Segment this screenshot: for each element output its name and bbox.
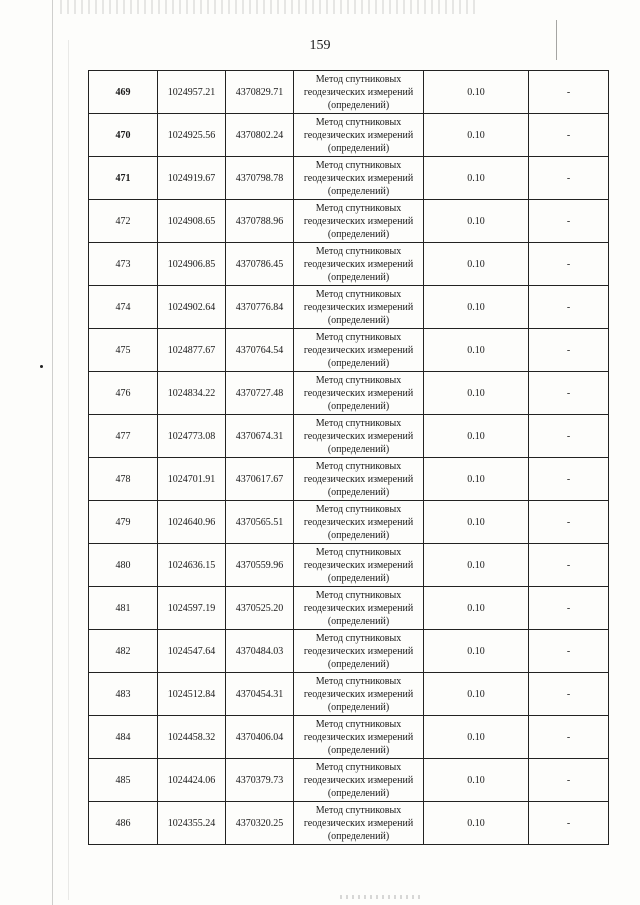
method-cell	[294, 372, 424, 415]
accuracy-cell: 0.10	[424, 114, 529, 157]
method-line: Метод спутниковых	[315, 245, 402, 257]
coord-y-cell: 4370776.84	[226, 286, 294, 329]
scan-artifact-dot	[40, 365, 43, 368]
point-number-cell: 486	[89, 802, 158, 845]
accuracy-cell: 0.10	[424, 243, 529, 286]
accuracy-cell: 0.10	[424, 71, 529, 114]
method-line: Метод спутниковых	[315, 159, 402, 171]
coord-x-cell: 1024877.67	[158, 329, 226, 372]
method-line: Метод спутниковых	[315, 503, 402, 515]
coord-x-cell: 1024355.24	[158, 802, 226, 845]
method-line: геодезических измерений	[303, 430, 414, 442]
method-cell	[294, 501, 424, 544]
coord-x-cell: 1024640.96	[158, 501, 226, 544]
coordinates-table-body	[89, 71, 609, 845]
table-row	[89, 802, 609, 845]
method-line: геодезических измерений	[303, 86, 414, 98]
method-cell	[294, 157, 424, 200]
note-cell: -	[529, 716, 609, 759]
note-cell: -	[529, 157, 609, 200]
method-cell	[294, 630, 424, 673]
method-line: геодезических измерений	[303, 301, 414, 313]
point-number-cell: 475	[89, 329, 158, 372]
note-cell: -	[529, 114, 609, 157]
scan-artifact-bottom	[340, 895, 420, 899]
accuracy-cell: 0.10	[424, 802, 529, 845]
coord-y-cell: 4370786.45	[226, 243, 294, 286]
table-row	[89, 243, 609, 286]
method-line: Метод спутниковых	[315, 374, 402, 386]
method-line: Метод спутниковых	[315, 761, 402, 773]
scan-artifact-left-edge-faint	[68, 40, 69, 900]
method-line: геодезических измерений	[303, 817, 414, 829]
method-line: Метод спутниковых	[315, 632, 402, 644]
method-line: Метод спутниковых	[315, 116, 402, 128]
accuracy-cell: 0.10	[424, 200, 529, 243]
accuracy-cell: 0.10	[424, 673, 529, 716]
method-line: (определений)	[327, 701, 390, 713]
coord-x-cell: 1024773.08	[158, 415, 226, 458]
point-number-cell: 470	[89, 114, 158, 157]
coord-y-cell: 4370454.31	[226, 673, 294, 716]
coord-y-cell: 4370406.04	[226, 716, 294, 759]
coord-y-cell: 4370320.25	[226, 802, 294, 845]
method-cell	[294, 71, 424, 114]
method-line: Метод спутниковых	[315, 417, 402, 429]
accuracy-cell: 0.10	[424, 329, 529, 372]
accuracy-cell: 0.10	[424, 458, 529, 501]
method-line: геодезических измерений	[303, 258, 414, 270]
method-line: (определений)	[327, 99, 390, 111]
accuracy-cell: 0.10	[424, 587, 529, 630]
scan-artifact-left-edge	[52, 0, 53, 905]
method-cell	[294, 243, 424, 286]
point-number-cell: 472	[89, 200, 158, 243]
accuracy-cell: 0.10	[424, 759, 529, 802]
table-row	[89, 286, 609, 329]
method-line: (определений)	[327, 486, 390, 498]
coord-x-cell: 1024957.21	[158, 71, 226, 114]
method-cell	[294, 544, 424, 587]
table-row	[89, 759, 609, 802]
point-number-cell: 484	[89, 716, 158, 759]
method-line: Метод спутниковых	[315, 718, 402, 730]
table-row	[89, 673, 609, 716]
point-number-cell: 474	[89, 286, 158, 329]
coord-x-cell: 1024597.19	[158, 587, 226, 630]
method-cell	[294, 458, 424, 501]
method-cell	[294, 673, 424, 716]
table-row	[89, 372, 609, 415]
coord-x-cell: 1024512.84	[158, 673, 226, 716]
method-cell	[294, 200, 424, 243]
method-cell	[294, 114, 424, 157]
accuracy-cell: 0.10	[424, 372, 529, 415]
note-cell: -	[529, 458, 609, 501]
point-number-cell: 483	[89, 673, 158, 716]
coord-x-cell: 1024919.67	[158, 157, 226, 200]
accuracy-cell: 0.10	[424, 286, 529, 329]
coord-y-cell: 4370727.48	[226, 372, 294, 415]
note-cell: -	[529, 71, 609, 114]
accuracy-cell: 0.10	[424, 716, 529, 759]
coord-y-cell: 4370798.78	[226, 157, 294, 200]
table-row	[89, 630, 609, 673]
coord-y-cell: 4370764.54	[226, 329, 294, 372]
coord-x-cell: 1024906.85	[158, 243, 226, 286]
method-line: (определений)	[327, 744, 390, 756]
table-row	[89, 501, 609, 544]
accuracy-cell: 0.10	[424, 630, 529, 673]
method-line: геодезических измерений	[303, 172, 414, 184]
note-cell: -	[529, 630, 609, 673]
point-number-cell: 482	[89, 630, 158, 673]
method-line: (определений)	[327, 357, 390, 369]
coord-x-cell: 1024636.15	[158, 544, 226, 587]
coord-y-cell: 4370484.03	[226, 630, 294, 673]
accuracy-cell: 0.10	[424, 544, 529, 587]
note-cell: -	[529, 329, 609, 372]
method-line: (определений)	[327, 443, 390, 455]
method-line: Метод спутниковых	[315, 73, 402, 85]
method-line: Метод спутниковых	[315, 675, 402, 687]
coord-x-cell: 1024902.64	[158, 286, 226, 329]
note-cell: -	[529, 802, 609, 845]
point-number-cell: 479	[89, 501, 158, 544]
note-cell: -	[529, 200, 609, 243]
table-row	[89, 415, 609, 458]
coord-y-cell: 4370829.71	[226, 71, 294, 114]
method-line: (определений)	[327, 529, 390, 541]
note-cell: -	[529, 587, 609, 630]
note-cell: -	[529, 673, 609, 716]
method-line: (определений)	[327, 314, 390, 326]
point-number-cell: 481	[89, 587, 158, 630]
method-line: (определений)	[327, 142, 390, 154]
method-line: (определений)	[327, 400, 390, 412]
coord-x-cell: 1024458.32	[158, 716, 226, 759]
table-row	[89, 157, 609, 200]
method-line: геодезических измерений	[303, 129, 414, 141]
point-number-cell: 473	[89, 243, 158, 286]
coord-x-cell: 1024834.22	[158, 372, 226, 415]
coord-y-cell: 4370525.20	[226, 587, 294, 630]
note-cell: -	[529, 544, 609, 587]
table-row	[89, 329, 609, 372]
table-row	[89, 458, 609, 501]
method-line: геодезических измерений	[303, 387, 414, 399]
note-cell: -	[529, 759, 609, 802]
method-line: геодезических измерений	[303, 344, 414, 356]
method-line: (определений)	[327, 787, 390, 799]
method-line: геодезических измерений	[303, 774, 414, 786]
point-number-cell: 476	[89, 372, 158, 415]
coord-x-cell: 1024925.56	[158, 114, 226, 157]
method-line: геодезических измерений	[303, 731, 414, 743]
point-number-cell: 477	[89, 415, 158, 458]
method-line: геодезических измерений	[303, 645, 414, 657]
method-line: (определений)	[327, 572, 390, 584]
table-row	[89, 200, 609, 243]
method-cell	[294, 759, 424, 802]
note-cell: -	[529, 286, 609, 329]
coordinates-table	[88, 70, 609, 845]
method-line: Метод спутниковых	[315, 288, 402, 300]
method-line: (определений)	[327, 228, 390, 240]
coord-x-cell: 1024424.06	[158, 759, 226, 802]
method-line: геодезических измерений	[303, 516, 414, 528]
coord-y-cell: 4370559.96	[226, 544, 294, 587]
method-line: (определений)	[327, 271, 390, 283]
coord-y-cell: 4370617.67	[226, 458, 294, 501]
point-number-cell: 471	[89, 157, 158, 200]
coord-x-cell: 1024908.65	[158, 200, 226, 243]
method-line: (определений)	[327, 830, 390, 842]
method-line: (определений)	[327, 658, 390, 670]
point-number-cell: 469	[89, 71, 158, 114]
method-line: (определений)	[327, 615, 390, 627]
table-row	[89, 114, 609, 157]
point-number-cell: 478	[89, 458, 158, 501]
scan-artifact-top	[60, 0, 480, 14]
method-line: геодезических измерений	[303, 559, 414, 571]
method-line: геодезических измерений	[303, 473, 414, 485]
method-cell	[294, 329, 424, 372]
method-line: Метод спутниковых	[315, 546, 402, 558]
method-cell	[294, 587, 424, 630]
method-cell	[294, 415, 424, 458]
coord-x-cell: 1024547.64	[158, 630, 226, 673]
method-line: геодезических измерений	[303, 688, 414, 700]
method-line: Метод спутниковых	[315, 589, 402, 601]
note-cell: -	[529, 372, 609, 415]
accuracy-cell: 0.10	[424, 501, 529, 544]
coord-x-cell: 1024701.91	[158, 458, 226, 501]
note-cell: -	[529, 243, 609, 286]
accuracy-cell: 0.10	[424, 415, 529, 458]
page-number: 159	[309, 38, 331, 53]
coord-y-cell: 4370565.51	[226, 501, 294, 544]
table-row	[89, 716, 609, 759]
method-line: (определений)	[327, 185, 390, 197]
note-cell: -	[529, 415, 609, 458]
note-cell: -	[529, 501, 609, 544]
coord-y-cell: 4370379.73	[226, 759, 294, 802]
method-cell	[294, 716, 424, 759]
coord-y-cell: 4370674.31	[226, 415, 294, 458]
point-number-cell: 480	[89, 544, 158, 587]
method-line: Метод спутниковых	[315, 202, 402, 214]
method-line: геодезических измерений	[303, 215, 414, 227]
method-line: Метод спутниковых	[315, 804, 402, 816]
accuracy-cell: 0.10	[424, 157, 529, 200]
table-row	[89, 544, 609, 587]
method-line: геодезических измерений	[303, 602, 414, 614]
method-cell	[294, 802, 424, 845]
method-line: Метод спутниковых	[315, 331, 402, 343]
coord-y-cell: 4370802.24	[226, 114, 294, 157]
method-cell	[294, 286, 424, 329]
table-row	[89, 71, 609, 114]
point-number-cell: 485	[89, 759, 158, 802]
table-row	[89, 587, 609, 630]
method-line: Метод спутниковых	[315, 460, 402, 472]
coord-y-cell: 4370788.96	[226, 200, 294, 243]
